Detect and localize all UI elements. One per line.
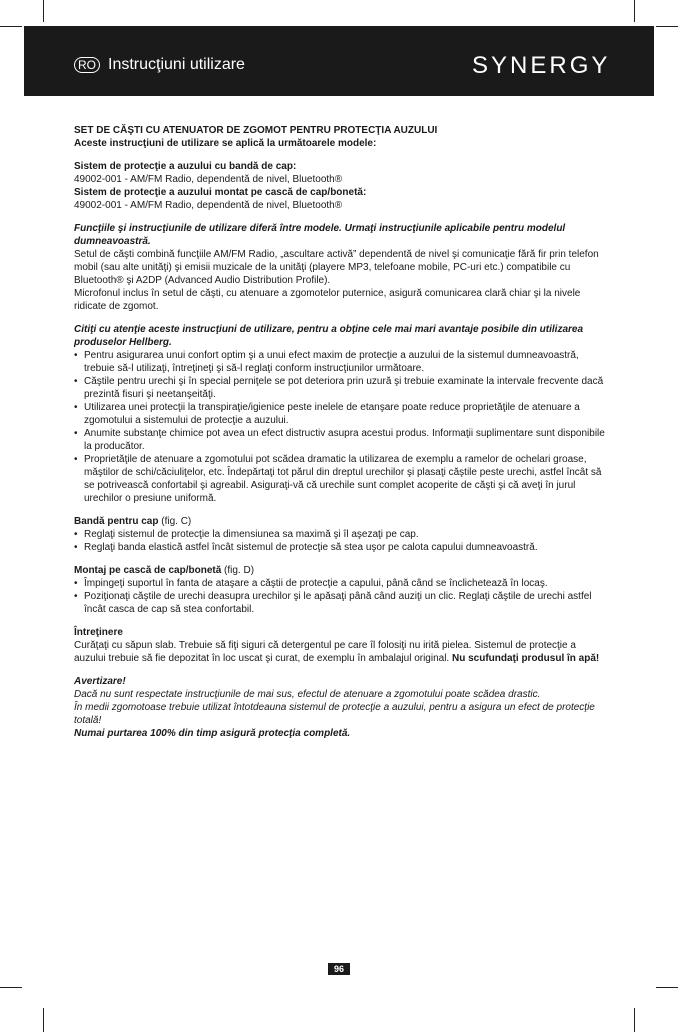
headband-section-title: Bandă pentru cap (fig. C): [74, 516, 192, 527]
read-carefully-list: [74, 349, 610, 505]
document-heading: SET DE CĂŞTI CU ATENUATOR DE ZGOMOT PENTRU PROTECŢIA AUZULUI: [74, 125, 438, 136]
helmet-section-title: Montaj pe cască de cap/bonetă (fig. D): [74, 565, 255, 576]
warning-line-1: Dacă nu sunt respectate instrucţiunile de mai sus, efectul de atenuare a zgomotului poate scădea drastic.: [74, 689, 541, 700]
crop-mark: [656, 987, 678, 988]
header-title: Instrucţiuni utilizare: [108, 56, 245, 73]
functions-paragraph: Setul de căşti combină funcţiile AM/FM Radio, „ascultare activă” dependentă de nivel şi comunicaţie fără fir prin telefon mobil (sau alte unităţi) şi emisii muzicale de la unităţi (playere MP3, telefoane mobile, PC-uri etc.) compatibile cu Bluetooth® şi A2DP (Advanced Audio Distribution Profile).: [74, 249, 599, 286]
helmet-list: [74, 577, 610, 616]
warning-line-3: Numai purtarea 100% din timp asigură protecţia completă.: [74, 728, 351, 739]
model-2-text: 49002-001 - AM/FM Radio, dependentă de nivel, Bluetooth®: [74, 200, 343, 211]
crop-mark: [43, 1008, 44, 1032]
warning-title: Avertizare!: [74, 676, 126, 687]
list-item: • Poziţionaţi căştile de urechi deasupra urechilor şi le apăsaţi până când auziţi un clic. Reglaţi căştile de urechi astfel încât casca de cap să stea confortabil.: [74, 590, 610, 616]
model-2-title: Sistem de protecţie a auzului montat pe cască de cap/bonetă:: [74, 187, 367, 198]
list-item: • Reglaţi banda elastică astfel încât sistemul de protecţie să stea uşor pe calota capului dumneavoastră.: [74, 541, 610, 554]
list-item: • Reglaţi sistemul de protecţie la dimensiunea sa maximă şi îl aşezaţi pe cap.: [74, 528, 610, 541]
list-item: • Împingeţi suportul în fanta de ataşare a căştii de protecţie a capului, până când se înclichetează în locaş.: [74, 577, 610, 590]
crop-mark: [43, 0, 44, 22]
document-body: [74, 124, 610, 740]
document-subheading: Aceste instrucţiuni de utilizare se aplică la următoarele modele:: [74, 138, 377, 149]
maintenance-paragraph: Curăţaţi cu săpun slab. Trebuie să fiţi siguri că detergentul pe care îl folosiţi nu irită pielea. Sistemul de protecţie a auzului trebuie să fie depozitat în loc uscat şi curat, de exemplu în ambalajul original. Nu scufundaţi produsul în apă!: [74, 640, 600, 664]
model-1-text: 49002-001 - AM/FM Radio, dependentă de nivel, Bluetooth®: [74, 174, 343, 185]
model-1-title: Sistem de protecţie a auzului cu bandă de cap:: [74, 161, 297, 172]
crop-mark: [634, 1008, 635, 1032]
brand-logo: SYNERGY: [472, 52, 611, 79]
language-badge: RO: [74, 57, 100, 73]
list-item: • Proprietăţile de atenuare a zgomotului pot scădea dramatic la utilizarea de exemplu a ramelor de ochelari groase, măştilor de schi/căciuliţelor, etc. Îndepărtaţi tot părul din dreptul urechilor şi plasaţi căştile peste urechi, astfel încât să se potrivească confortabil şi agreabil. Asiguraţi-vă că urechile sunt complet acoperite de căşti şi că aveţi în jurul urechilor o presiune uniformă.: [74, 453, 610, 505]
read-carefully-heading: Citiţi cu atenţie aceste instrucţiuni de utilizare, pentru a obţine cele mai mari avantaje posibile din utilizarea produselor Hellberg.: [74, 324, 584, 348]
list-item: • Căştile pentru urechi şi în special perniţele se pot deteriora prin uzură şi trebuie examinate la intervale frecvente dacă prezintă fisuri şi neetanşeităţi.: [74, 375, 610, 401]
headband-list: [74, 528, 610, 554]
list-item: • Utilizarea unei protecţii la transpiraţie/igienice peste inelele de etanşare poate reduce proprietăţile de atenuare a zgomotului a sistemului de protecţie a auzului.: [74, 401, 610, 427]
page-number: 96: [328, 963, 350, 975]
warning-line-2: În medii zgomotoase trebuie utilizat întotdeauna sistemul de protecţie a auzului, pentru a asigura un efect de protecţie totală!: [74, 702, 595, 726]
maintenance-title: Întreţinere: [74, 627, 123, 638]
functions-heading: Funcţiile şi instrucţiunile de utilizare diferă între modele. Urmaţi instrucţiunile aplicabile pentru modelul dumneavoastră.: [74, 223, 566, 247]
list-item: • Pentru asigurarea unui confort optim şi a unui efect maxim de protecţie a auzului de la sistemul dumneavoastră, trebuie să-l utilizaţi, întreţineţi şi să-l reglaţi conform instrucţiunilor următoare.: [74, 349, 610, 375]
crop-mark: [634, 0, 635, 22]
crop-mark: [0, 26, 22, 27]
crop-mark: [0, 987, 22, 988]
crop-mark: [656, 26, 678, 27]
microphone-paragraph: Microfonul inclus în setul de căşti, cu atenuare a zgomotelor puternice, asigură comunicarea clară chiar şi la nivele ridicate de zgomot.: [74, 288, 581, 312]
page-header: [24, 26, 654, 96]
list-item: • Anumite substanţe chimice pot avea un efect distructiv asupra acestui produs. Informaţii suplimentare sunt disponibile la producător.: [74, 427, 610, 453]
